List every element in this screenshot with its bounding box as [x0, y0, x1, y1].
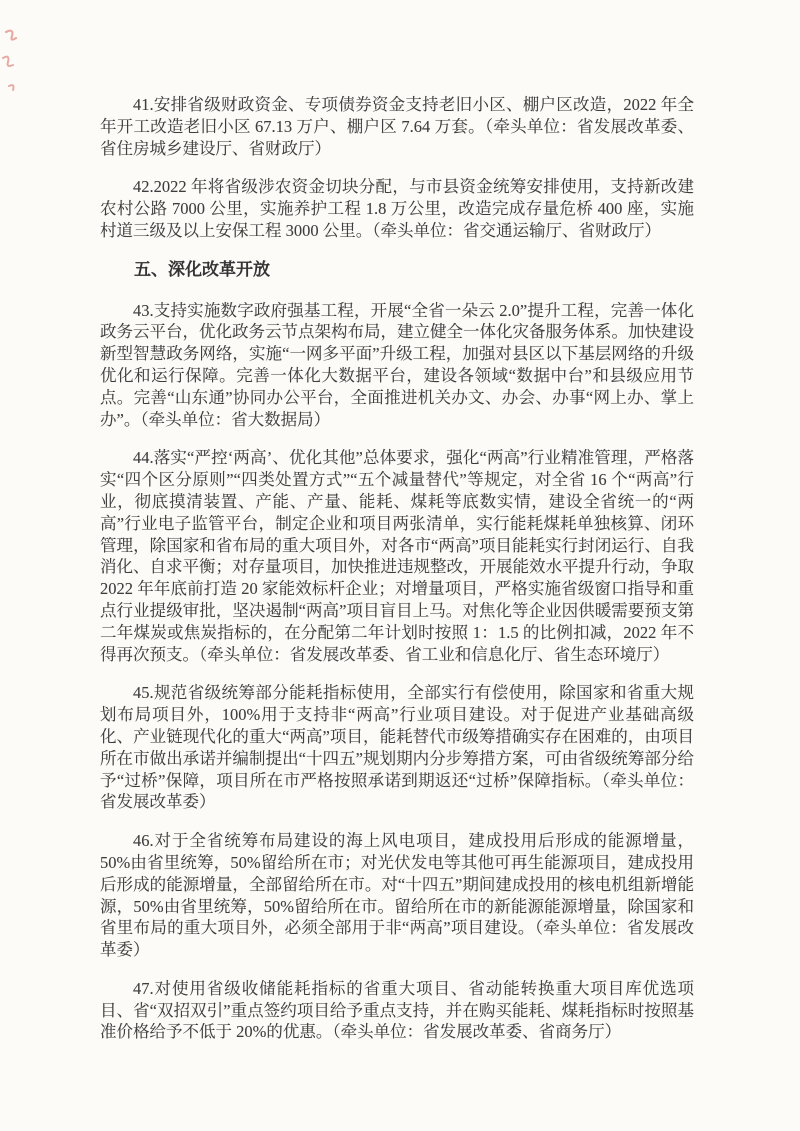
document-content	[100, 94, 694, 1060]
red-pen-marks-icon	[0, 24, 40, 114]
paragraph-43: 43.支持实施数字政府强基工程，开展“全省一朵云 2.0”提升工程，完善一体化政务云平台，优化政务云节点架构布局，建立健全一体化灾备服务体系。加快建设新型智慧政务网络，实施“一网多平面”升级工程，加强对县区以下基层网络的升级优化和运行保障。完善一体化大数据平台，建设各领域“数据中台”和县级应用节点。完善“山东通”协同办公平台，全面推进机关办文、办会、办事“网上办、掌上办”。（牵头单位：省大数据局）	[100, 300, 694, 429]
paragraph-41: 41.安排省级财政资金、专项债券资金支持老旧小区、棚户区改造，2022 年全年开工改造老旧小区 67.13 万户、棚户区 7.64 万套。（牵头单位：省发展改革委、省住房城乡建设厅、省财政厅）	[100, 95, 694, 158]
section-heading-5: 五、深化改革开放	[134, 259, 270, 279]
paragraph-47: 47.对使用省级收储能耗指标的省重大项目、省动能转换重大项目库优选项目、省“双招双引”重点签约项目给予重点支持，并在购买能耗、煤耗指标时按照基准价格给予不低于 20%的优惠。（牵头单位：省发展改革委、省商务厅）	[100, 978, 694, 1042]
paragraph-42: 42.2022 年将省级涉农资金切块分配，与市县资金统筹安排使用，支持新改建农村公路 7000 公里，实施养护工程 1.8 万公里，改造完成存量危桥 400 座，实施村道三级及以上安保工程 3000 公里。（牵头单位：省交通运输厅、省财政厅）	[100, 177, 694, 240]
paragraph-44: 44.落实“严控‘两高’、优化其他”总体要求，强化“两高”行业精准管理，严格落实“四个区分原则”“四类处置方式”“五个减量替代”等规定，对全省 16 个“两高”行业，彻底摸清装置、产能、产量、能耗、煤耗等底数实情，建设全省统一的“两高”行业电子监管平台，制定企业和项目两张清单，实行能耗煤耗单独核算、闭环管理，除国家和省布局的重大项目外，对各市“两高”项目能耗实行封闭运行、自我消化、自求平衡；对存量项目，加快推进违规整改，开展能效水平提升行动，争取 2022 年年底前打造 20 家能效标杆企业；对增量项目，严格实施省级窗口指导和重点行业提级审批，坚决遏制“两高”项目盲目上马。对焦化等企业因供暖需要预支第二年煤炭或焦炭指标的，在分配第二年计划时按照 1：1.5 的比例扣减，2022 年不得再次预支。（牵头单位：省发展改革委、省工业和信息化厅、省生态环境厅）	[100, 448, 694, 664]
paragraph-46: 46.对于全省统筹布局建设的海上风电项目，建成投用后形成的能源增量，50%由省里统筹，50%留给所在市；对光伏发电等其他可再生能源项目，建成投用后形成的能源增量，全部留给所在市。对“十四五”期间建成投用的核电机组新增能源，50%由省里统筹，50%留给所在市。留给所在市的新能源能源增量，除国家和省里布局的重大项目外，必须全部用于非“两高”项目建设。（牵头单位：省发展改革委）	[100, 831, 694, 960]
paragraph-45: 45.规范省级统筹部分能耗指标使用，全部实行有偿使用，除国家和省重大规划布局项目外，100%用于支持非“两高”行业项目建设。对于促进产业基础高级化、产业链现代化的重大“两高”项目，能耗替代市级筹措确实存在困难的，由项目所在市做出承诺并编制提出“十四五”规划期内分步筹措方案，可由省级统筹部分给予“过桥”保障，项目所在市严格按照承诺到期返还“过桥”保障指标。（牵头单位：省发展改革委）	[100, 683, 694, 812]
